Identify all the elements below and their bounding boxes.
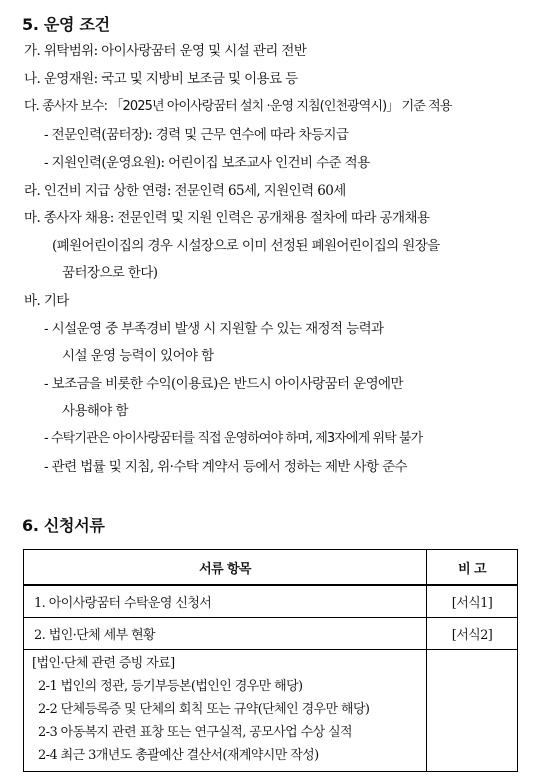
item-etc: 바. 기타 xyxy=(24,293,69,309)
row1-note: [서식1] xyxy=(427,585,518,618)
item-salary-expert: - 전문인력(꿈터장): 경력 및 근무 연수에 따라 차등지급 xyxy=(44,127,349,143)
row3-sub-2: 2-2 단체등록증 및 단체의 회칙 또는 규약(단체인 경우만 해당) xyxy=(38,702,370,717)
documents-table xyxy=(23,549,518,772)
item-funding: 나. 운영재원: 국고 및 지방비 보조금 및 이용료 등 xyxy=(24,71,298,87)
row1-item: 1. 아이사랑꿈터 수탁운영 신청서 xyxy=(24,585,427,618)
section-5-title: 5. 운영 조건 xyxy=(22,15,110,34)
row3-note xyxy=(427,650,518,772)
item-salary-support: - 지원인력(운영요원): 어린이집 보조교사 인건비 수준 적용 xyxy=(44,155,370,171)
header-item: 서류 항목 xyxy=(24,550,427,586)
item-hiring-note-1: (폐원어린이집의 경우 시설장으로 이미 선정된 폐원어린이집의 원장을 xyxy=(52,238,440,254)
section-6-title: 6. 신청서류 xyxy=(22,516,105,535)
item-scope: 가. 위탁범위: 아이사랑꿈터 운영 및 시설 관리 전반 xyxy=(24,43,307,59)
item-etc-1a: - 시설운영 중 부족경비 발생 시 지원할 수 있는 재정적 능력과 xyxy=(44,321,384,337)
item-salary: 다. 종사자 보수: 「2025년 아이사랑꿈터 설치 ·운영 지침(인천광역시)」 기준 적용 xyxy=(24,99,452,114)
table-row xyxy=(24,585,518,618)
row3-sub-3: 2-3 아동복지 관련 표창 또는 연구실적, 공모사업 수상 실적 xyxy=(38,725,353,740)
table-row xyxy=(24,618,518,650)
item-etc-2a: - 보조금을 비롯한 수익(이용료)은 반드시 아이사랑꿈터 운영에만 xyxy=(44,376,403,392)
item-etc-3: - 수탁기관은 아이사랑꿈터를 직접 운영하여야 하며, 제3자에게 위탁 불가 xyxy=(44,431,423,446)
item-hiring: 마. 종사자 채용: 전문인력 및 지원 인력은 공개채용 절차에 따라 공개채용 xyxy=(24,210,430,226)
table-row xyxy=(24,650,518,772)
table-header-row xyxy=(24,550,518,586)
item-etc-4: - 관련 법률 및 지침, 위·수탁 계약서 등에서 정하는 제반 사항 준수 xyxy=(44,459,407,475)
row2-item: 2. 법인·단체 세부 현황 xyxy=(24,618,427,650)
row3-sub-4: 2-4 최근 3개년도 총괄예산 결산서(재계약시만 작성) xyxy=(38,748,319,763)
item-etc-1b: 시설 운영 능력이 있어야 함 xyxy=(62,348,214,364)
row2-note: [서식2] xyxy=(427,618,518,650)
header-note: 비 고 xyxy=(427,550,518,586)
item-age-limit: 라. 인건비 지급 상한 연령: 전문인력 65세, 지원인력 60세 xyxy=(24,183,346,199)
item-hiring-note-2: 꿈터장으로 한다) xyxy=(62,265,158,281)
row3-sub-1: 2-1 법인의 정관, 등기부등본(법인인 경우만 해당) xyxy=(38,679,303,694)
row3-group-label: [법인·단체 관련 증빙 자료] xyxy=(32,656,175,671)
row3-items xyxy=(24,650,427,772)
item-etc-2b: 사용해야 함 xyxy=(62,403,128,419)
